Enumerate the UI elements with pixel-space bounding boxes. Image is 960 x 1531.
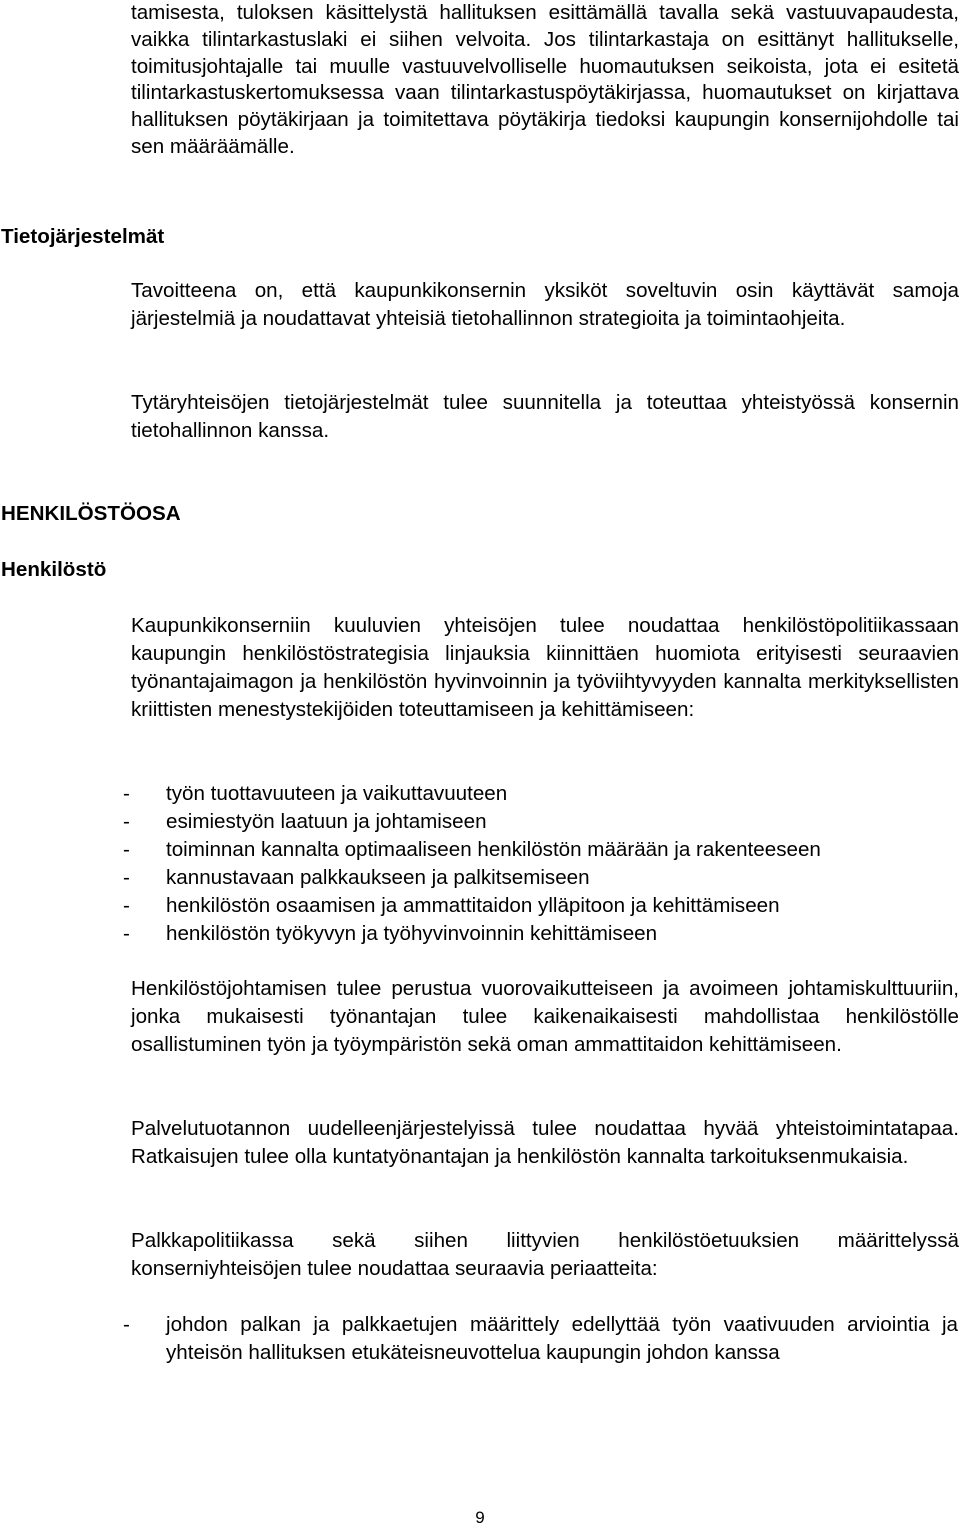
list-dash: -	[123, 782, 130, 805]
henkilostojohtaminen-paragraph: Henkilöstöjohtamisen tulee perustua vuorovaikutteiseen ja avoimeen johtamiskulttuuriin, jonka mukaisesti työnantajan tulee kaikenaikaisesti mahdollistaa henkilöstölle osallistuminen työn ja työympäristön sekä oman ammattitaidon kehittämiseen.	[131, 977, 959, 1056]
henkilosto-intro-paragraph: Kaupunkikonserniin kuuluvien yhteisöjen tulee noudattaa henkilöstöpolitiikassaan kaupungin henkilöstöstrategisia linjauksia kiinnittäen huomiota erityisesti seuraavien työnantajaimagon ja henkilöstön hyvinvoinnin ja työviihtyvyyden kannalta merkityksellisten kriittisten menestystekijöiden toteuttamiseen ja kehittämiseen:	[131, 614, 959, 721]
intro-paragraph: tamisesta, tuloksen käsittelystä hallituksen esittämällä tavalla sekä vastuuvapaudesta, vaikka tilintarkastuslaki ei siihen velvoita. Jos tilintarkastaja on esittänyt hallitukselle, toimitusjohtajalle tai muulle vastuuvelvolliselle huomautuksen seikoista, jota ei esitetä tilintarkastuskertomuksessa vaan tilintarkastuspöytäkirjassa, huomautukset on kirjattava hallituksen pöytäkirjaan ja toimitettava pöytäkirja tiedoksi kaupungin konsernijohdolle tai sen määräämälle.	[131, 1, 959, 158]
list-item	[120, 920, 960, 948]
list-dash: -	[123, 894, 130, 917]
section-subheading-henkilosto: Henkilöstö	[1, 558, 107, 581]
tietojarjestelmat-paragraph-2: Tytäryhteisöjen tietojärjestelmät tulee suunnitella ja toteuttaa yhteistyössä konsernin tietohallinnon kanssa.	[131, 391, 959, 442]
list-item	[120, 864, 960, 892]
list-item-text: henkilöstön osaamisen ja ammattitaidon ylläpitoon ja kehittämiseen	[166, 894, 780, 917]
list-dash: -	[123, 838, 130, 861]
list-item	[120, 808, 960, 836]
list-item-text: henkilöstön työkyvyn ja työhyvinvoinnin kehittämiseen	[166, 922, 658, 945]
list-item-text: toiminnan kannalta optimaaliseen henkilöstön määrään ja rakenteeseen	[166, 838, 821, 861]
palkkapolitiikka-principles-list	[120, 1311, 960, 1367]
section-heading-henkilostoosa: HENKILÖSTÖOSA	[1, 502, 181, 525]
list-dash: -	[123, 1313, 130, 1336]
palvelutuotanto-paragraph: Palvelutuotannon uudelleenjärjestelyissä tulee noudattaa hyvää yhteistoimintatapaa. Ratkaisujen tulee olla kuntatyönantajan ja henkilöstön kannalta tarkoituksenmukaisia.	[131, 1117, 959, 1168]
palkkapolitiikka-paragraph: Palkkapolitiikassa sekä siihen liittyvien henkilöstöetuuksien määrittelyssä konserniyhteisöjen tulee noudattaa seuraavia periaatteita:	[131, 1229, 959, 1280]
list-item	[120, 892, 960, 920]
page-number: 9	[475, 1508, 485, 1527]
list-item-text: johdon palkan ja palkkaetujen määrittely edellyttää työn vaativuuden arviointia ja yhteisön hallituksen etukäteisneuvottelua kaupungin johdon kanssa	[166, 1313, 958, 1364]
list-item-text: esimiestyön laatuun ja johtamiseen	[166, 810, 487, 833]
list-item	[120, 1311, 958, 1367]
henkilosto-success-factor-list	[120, 780, 960, 948]
tietojarjestelmat-paragraph-1: Tavoitteena on, että kaupunkikonsernin yksiköt soveltuvin osin käyttävät samoja järjestelmiä ja noudattavat yhteisiä tietohallinnon strategioita ja toimintaohjeita.	[131, 279, 959, 330]
list-dash: -	[123, 922, 130, 945]
section-heading-tietojarjestelmat: Tietojärjestelmät	[1, 225, 165, 248]
list-item	[120, 780, 960, 808]
list-item	[120, 836, 960, 864]
list-item-text: kannustavaan palkkaukseen ja palkitsemiseen	[166, 866, 590, 889]
list-item-text: työn tuottavuuteen ja vaikuttavuuteen	[166, 782, 508, 805]
list-dash: -	[123, 866, 130, 889]
list-dash: -	[123, 810, 130, 833]
